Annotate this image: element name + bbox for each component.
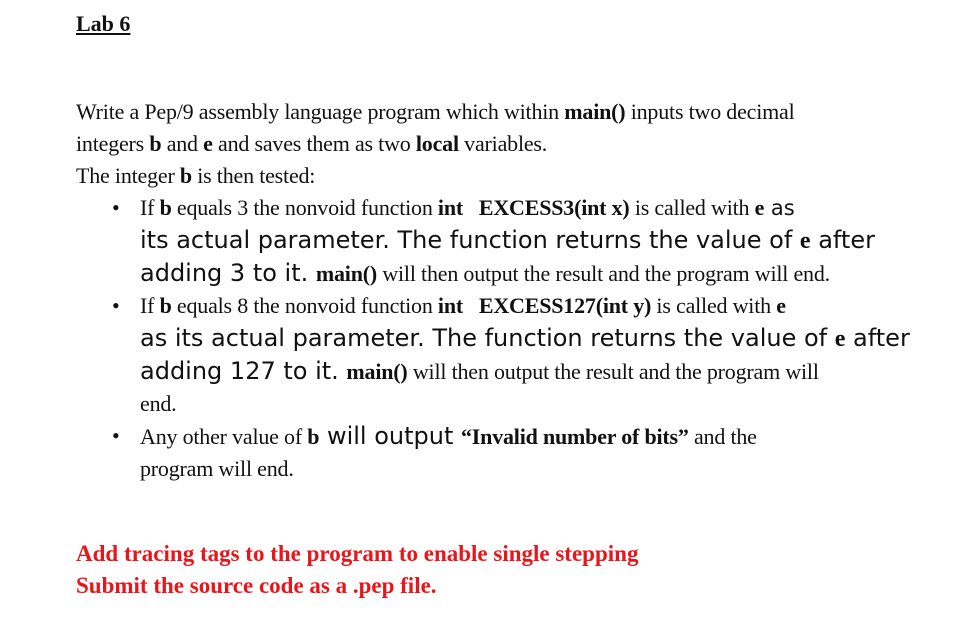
list-item-b-equals-3: • If b equals 3 the nonvoid function int EXCESS3(int x) is called with e as its actual parameter. The function returns the value of e after adding 3 to it. main() will then output the result and the program will end. xyxy=(76,192,936,290)
intro-line-1: Write a Pep/9 assembly language program which within main() inputs two decimal xyxy=(76,99,795,124)
bullet-icon: • xyxy=(112,423,120,448)
intro-line-3: The integer b is then tested: xyxy=(76,163,316,188)
intro-paragraph xyxy=(76,96,936,192)
bullet-icon: • xyxy=(112,293,120,318)
bullet-icon: • xyxy=(112,195,120,220)
condition-list xyxy=(76,192,936,485)
list-item-other-values: • Any other value of b will output “Invalid number of bits” and the program will end. xyxy=(112,422,757,481)
submission-note xyxy=(76,538,638,602)
lab-title: Lab 6 xyxy=(76,11,131,36)
tracing-instruction: Add tracing tags to the program to enable single stepping xyxy=(76,541,639,566)
list-item-b-equals-8: • If b equals 8 the nonvoid function int EXCESS127(int y) is called with e as its actual parameter. The function returns the value of e after adding 127 to it. main() will then output the result and the program will end. xyxy=(76,290,936,420)
submit-instruction: Submit the source code as a .pep file. xyxy=(76,573,437,598)
intro-line-2: integers b and e and saves them as two local variables. xyxy=(76,131,548,156)
